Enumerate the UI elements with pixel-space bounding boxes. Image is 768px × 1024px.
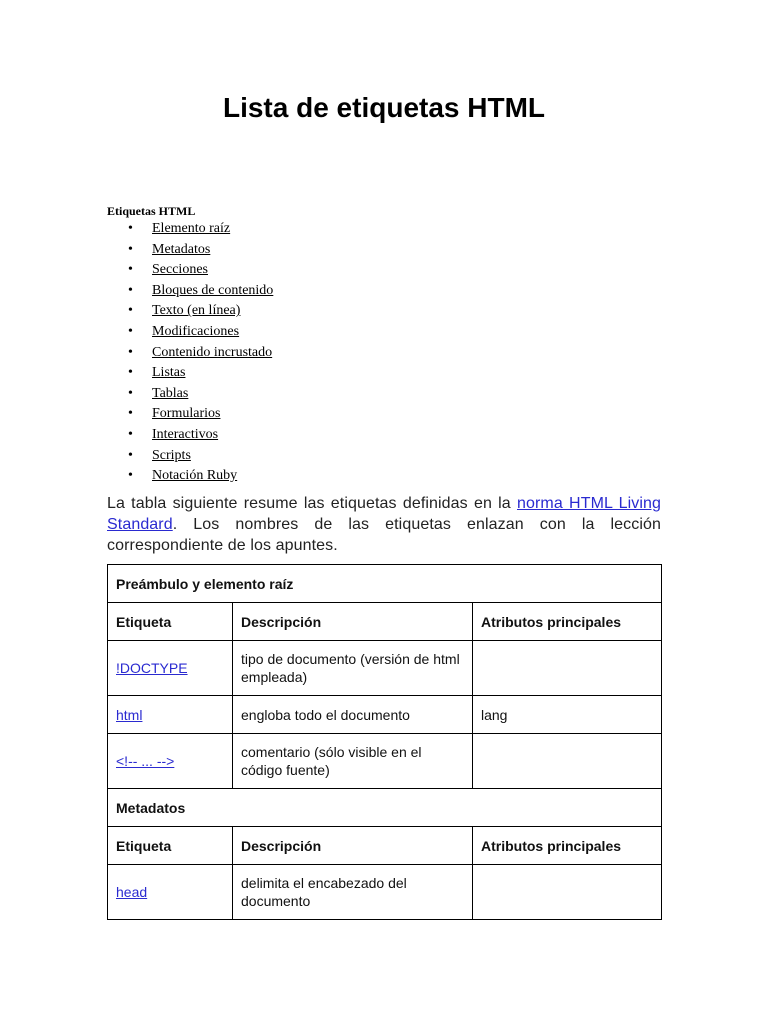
table-header-row bbox=[108, 827, 662, 865]
toc-item bbox=[107, 219, 273, 240]
section-title: Preámbulo y elemento raíz bbox=[108, 565, 662, 603]
attributes-cell bbox=[473, 641, 662, 696]
toc-link[interactable]: Interactivos bbox=[152, 426, 219, 442]
intro-text-before: La tabla siguiente resume las etiquetas definidas en la bbox=[107, 495, 517, 512]
tag-cell bbox=[108, 696, 233, 734]
column-header: Etiqueta bbox=[108, 827, 233, 865]
toc-item bbox=[107, 384, 273, 405]
bullet-icon: • bbox=[128, 282, 133, 298]
attributes-cell bbox=[473, 865, 662, 920]
section-title: Metadatos bbox=[108, 789, 662, 827]
column-header: Etiqueta bbox=[108, 603, 233, 641]
toc-link[interactable]: Texto (en línea) bbox=[152, 303, 241, 319]
bullet-icon: • bbox=[128, 468, 133, 484]
description-cell: comentario (sólo visible en el código fuente) bbox=[233, 734, 473, 789]
table-row bbox=[108, 734, 662, 789]
bullet-icon: • bbox=[128, 323, 133, 339]
toc-link[interactable]: Contenido incrustado bbox=[152, 344, 273, 360]
toc-item bbox=[107, 322, 273, 343]
page-title: Lista de etiquetas HTML bbox=[222, 92, 546, 123]
bullet-icon: • bbox=[128, 262, 133, 278]
column-header: Descripción bbox=[233, 827, 473, 865]
table-row bbox=[108, 865, 662, 920]
bullet-icon: • bbox=[128, 385, 133, 401]
tag-cell bbox=[108, 865, 233, 920]
bullet-icon: • bbox=[128, 406, 133, 422]
toc-link[interactable]: Formularios bbox=[152, 406, 221, 422]
description-cell: engloba todo el documento bbox=[233, 696, 473, 734]
bullet-icon: • bbox=[128, 303, 133, 319]
intro-text-after: . Los nombres de las etiquetas enlazan con la lección correspondiente de los apuntes. bbox=[107, 516, 661, 554]
toc-item bbox=[107, 281, 273, 302]
table-row bbox=[108, 696, 662, 734]
toc-item bbox=[107, 240, 273, 261]
table-section-row bbox=[108, 789, 662, 827]
toc-link[interactable]: Notación Ruby bbox=[152, 468, 238, 484]
column-header: Descripción bbox=[233, 603, 473, 641]
tag-link[interactable]: head bbox=[116, 884, 148, 900]
bullet-icon: • bbox=[128, 447, 133, 463]
bullet-icon: • bbox=[128, 221, 133, 236]
toc-item bbox=[107, 343, 273, 364]
description-cell: tipo de documento (versión de html empleada) bbox=[233, 641, 473, 696]
toc-link[interactable]: Elemento raíz bbox=[152, 221, 231, 236]
toc-link[interactable]: Listas bbox=[152, 365, 186, 381]
table-row bbox=[108, 641, 662, 696]
toc-item bbox=[107, 363, 273, 384]
column-header: Atributos principales bbox=[473, 603, 662, 641]
toc-heading: Etiquetas HTML bbox=[107, 204, 196, 218]
tag-cell bbox=[108, 641, 233, 696]
column-header: Atributos principales bbox=[473, 827, 662, 865]
tags-table bbox=[107, 564, 662, 920]
tag-link[interactable]: <!-- ... --> bbox=[116, 753, 175, 769]
bullet-icon: • bbox=[128, 241, 133, 257]
toc-item bbox=[107, 446, 273, 467]
description-cell: delimita el encabezado del documento bbox=[233, 865, 473, 920]
toc-link[interactable]: Bloques de contenido bbox=[152, 282, 274, 298]
toc-item bbox=[107, 466, 273, 487]
toc-item bbox=[107, 425, 273, 446]
table-section-row bbox=[108, 565, 662, 603]
tag-link[interactable]: !DOCTYPE bbox=[116, 660, 188, 676]
bullet-icon: • bbox=[128, 426, 133, 442]
toc-item bbox=[107, 260, 273, 281]
intro-paragraph bbox=[107, 493, 661, 556]
tag-link[interactable]: html bbox=[116, 706, 143, 723]
table-header-row bbox=[108, 603, 662, 641]
norma-html-link[interactable]: norma HTML Living Standard bbox=[107, 495, 661, 533]
toc-item bbox=[107, 404, 273, 425]
toc-link[interactable]: Tablas bbox=[152, 385, 189, 401]
bullet-icon: • bbox=[128, 365, 133, 381]
attributes-cell bbox=[473, 734, 662, 789]
bullet-icon: • bbox=[128, 344, 133, 360]
toc-link[interactable]: Secciones bbox=[152, 262, 208, 278]
toc-link[interactable]: Modificaciones bbox=[152, 323, 240, 339]
toc-list bbox=[107, 219, 273, 487]
toc-link[interactable]: Scripts bbox=[152, 447, 191, 463]
toc-link[interactable]: Metadatos bbox=[152, 241, 211, 257]
toc-item bbox=[107, 301, 273, 322]
tag-cell bbox=[108, 734, 233, 789]
attributes-cell: lang bbox=[473, 696, 662, 734]
